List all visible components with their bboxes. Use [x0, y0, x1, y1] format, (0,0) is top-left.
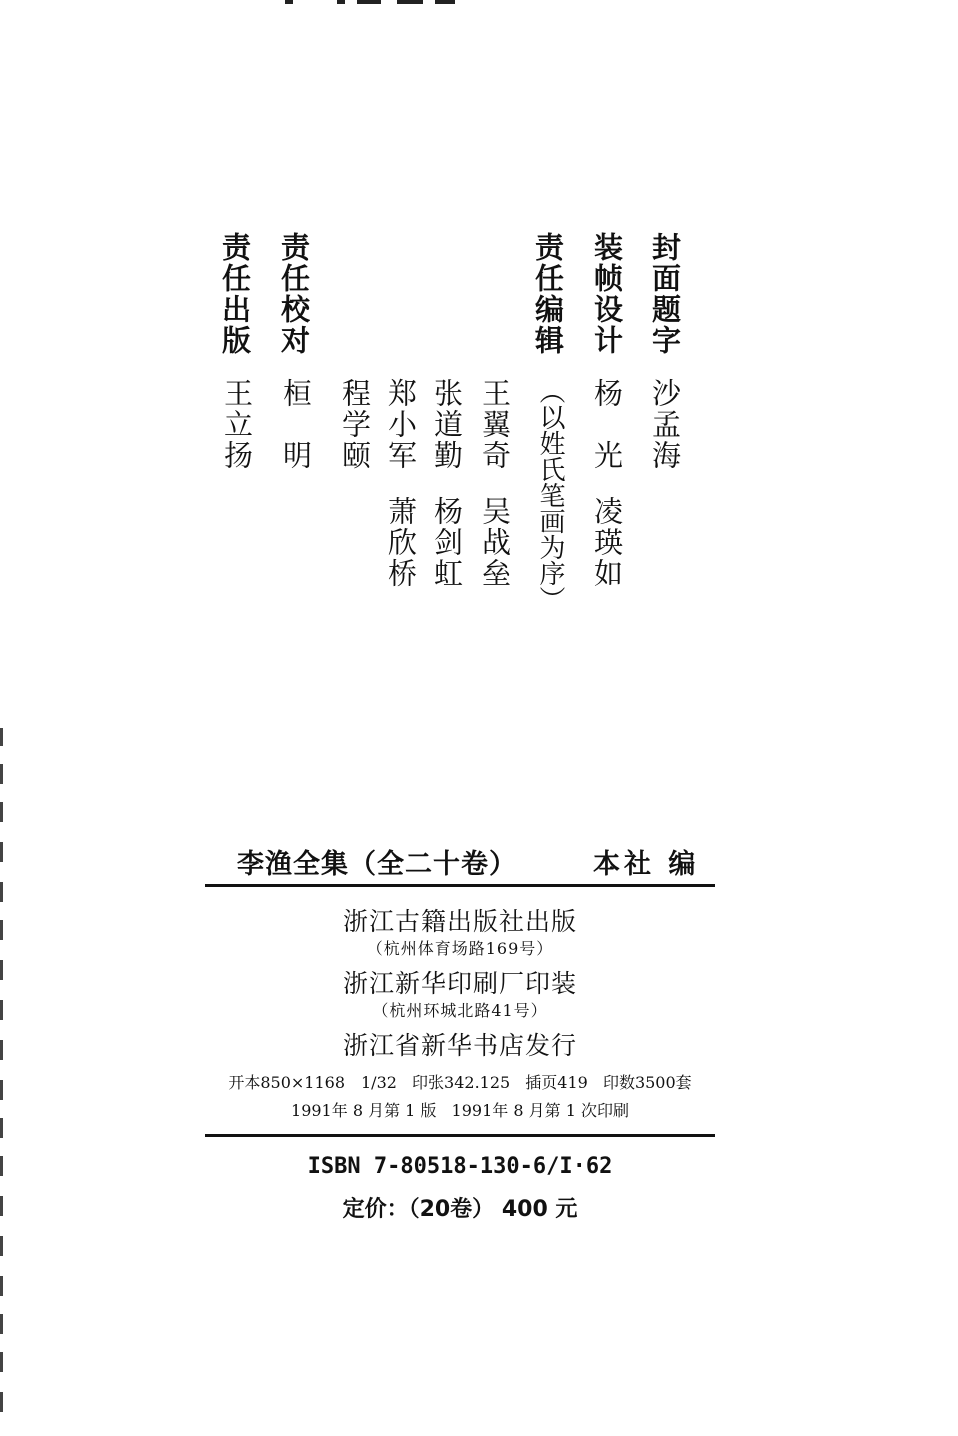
publishing-label: 责任出版 [218, 232, 252, 356]
top-rule [205, 884, 715, 887]
binding-mark [0, 1156, 3, 1176]
editor-name: 萧欣桥 [384, 496, 418, 589]
cover-calligraphy-label: 封面题字 [648, 232, 682, 356]
plates: 插页419 [525, 1073, 588, 1092]
editor-name: 张道勤 [430, 378, 464, 471]
binding-mark [0, 1314, 3, 1334]
binding-mark [0, 1276, 3, 1296]
format: 开本850×1168 1/32 [228, 1073, 397, 1092]
editor-name: 吴战垒 [478, 496, 512, 589]
editors-label: 责任编辑 [531, 232, 565, 356]
binding-mark [0, 728, 3, 746]
sheets: 印张342.125 [412, 1073, 511, 1092]
editor-name: 程学颐 [338, 378, 372, 471]
distributor: 浙江省新华书店发行 [342, 1031, 577, 1060]
binding-design-name-1: 杨 光 [590, 378, 624, 471]
proofreading-name: 桓 明 [279, 378, 313, 471]
book-title: 李渔全集（全二十卷） [237, 849, 517, 880]
book-editor: 本社 编 [593, 849, 700, 880]
binding-mark [0, 1352, 3, 1372]
print-run: 印数3500套 [602, 1073, 692, 1092]
binding-mark [0, 960, 3, 980]
printer: 浙江新华印刷厂印装 [342, 969, 577, 998]
colophon [205, 840, 715, 1222]
binding-mark [0, 802, 3, 822]
print-specs [205, 1070, 715, 1093]
cover-calligraphy-name: 沙孟海 [648, 378, 682, 471]
editor-name: 杨剑虹 [430, 496, 464, 589]
scan-marks [285, 0, 465, 6]
price: 定价：（20卷） 400 元 [342, 1197, 578, 1222]
binding-design-name-2: 凌瑛如 [590, 496, 624, 589]
binding-mark [0, 1392, 3, 1412]
binding-mark [0, 1196, 3, 1216]
binding-design-label: 装帧设计 [590, 232, 624, 356]
printing: 1991年 8 月第 1 次印刷 [451, 1101, 629, 1120]
proofreading-label: 责任校对 [277, 232, 311, 356]
binding-mark [0, 1080, 3, 1100]
binding-mark [0, 842, 3, 862]
publisher: 浙江古籍出版社出版 [342, 907, 577, 936]
editor-name: 王翼奇 [478, 378, 512, 471]
binding-mark [0, 764, 3, 784]
printer-address: （杭州环城北路41号） [372, 1001, 548, 1020]
isbn: ISBN 7-80518-130-6/I·62 [307, 1154, 613, 1179]
binding-mark [0, 1040, 3, 1060]
editor-name: 郑小军 [384, 378, 418, 471]
editors-note: （以姓氏笔画为序） [535, 378, 565, 612]
publishing-name: 王立扬 [220, 378, 254, 471]
binding-mark [0, 1118, 3, 1138]
bottom-rule [205, 1134, 715, 1137]
binding-mark [0, 1236, 3, 1256]
publisher-address: （杭州体育场路169号） [366, 939, 554, 958]
edition: 1991年 8 月第 1 版 [291, 1101, 437, 1120]
binding-mark [0, 882, 3, 902]
colophon-title-row [205, 840, 715, 884]
edition-info [205, 1098, 715, 1121]
binding-mark [0, 920, 3, 940]
binding-mark [0, 1000, 3, 1020]
